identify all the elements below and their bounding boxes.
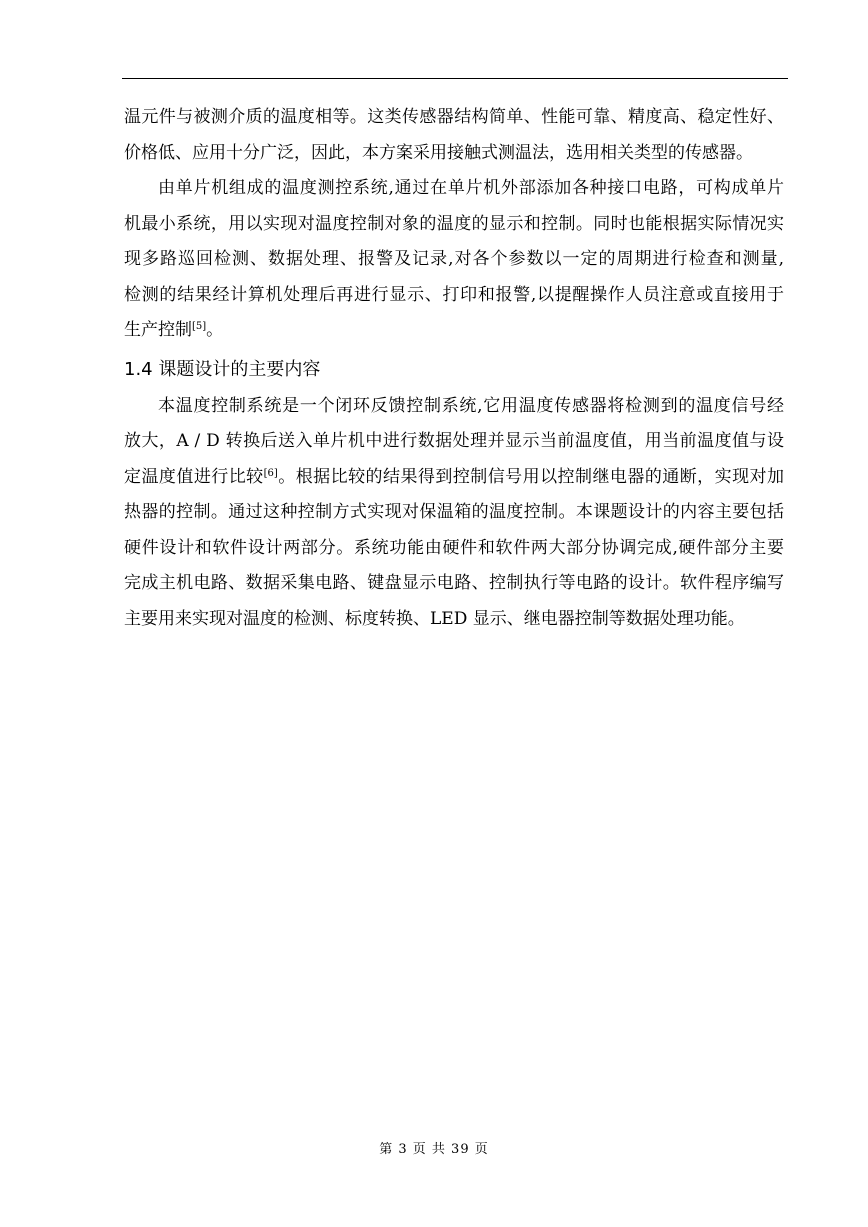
text-line: 本温度控制系统是一个闭环反馈控制系统,它用温度传感器将检测到的温度信号经 xyxy=(158,395,784,416)
text-line: 现多路巡回检测、数据处理、报警及记录,对各个参数以一定的周期进行检查和测量, xyxy=(124,249,784,269)
text-segment: 。根据比较的结果得到控制信号用以控制继电器的通断，实现对加 xyxy=(277,466,785,487)
text-segment: 定温度值进行比较 xyxy=(124,466,264,487)
text-line: 硬件设计和软件设计两部分。系统功能由硬件和软件两大部分协调完成,硬件部分主要 xyxy=(124,537,784,558)
text-line: 检测的结果经计算机处理后再进行显示、打印和报警,以提醒操作人员注意或直接用于 xyxy=(124,284,784,305)
text-line xyxy=(124,313,784,349)
text-line xyxy=(124,460,784,496)
text-line: 放大，A / D 转换后送入单片机中进行数据处理并显示当前温度值，用当前温度值与设 xyxy=(124,431,784,451)
header-rule xyxy=(122,78,788,79)
text-line: 热器的控制。通过这种控制方式实现对保温箱的温度控制。本课题设计的内容主要包括 xyxy=(124,502,784,522)
text-line: 完成主机电路、数据采集电路、键盘显示电路、控制执行等电路的设计。软件程序编写 xyxy=(124,573,784,593)
text-segment: 。 xyxy=(206,320,224,340)
text-segment: 生产控制 xyxy=(124,320,192,340)
citation-ref: [5] xyxy=(192,321,207,332)
paragraph-3 xyxy=(124,389,784,638)
text-line: 由单片机组成的温度测控系统,通过在单片机外部添加各种接口电路，可构成单片 xyxy=(158,178,784,198)
text-line: 机最小系统，用以实现对温度控制对象的温度的显示和控制。同时也能根据实际情况实 xyxy=(124,213,784,234)
section-heading: 1.4 课题设计的主要内容 xyxy=(124,358,321,380)
text-line: 温元件与被测介质的温度相等。这类传感器结构简单、性能可靠、精度高、稳定性好、 xyxy=(124,107,784,127)
citation-ref: [6] xyxy=(263,467,278,479)
text-line: 价格低、应用十分广泛，因此，本方案采用接触式测温法，选用相关类型的传感器。 xyxy=(124,142,753,163)
page-number: 第 3 页 共 39 页 xyxy=(379,1142,489,1157)
paragraph-1 xyxy=(124,100,784,171)
document-body xyxy=(124,100,784,637)
text-line: 主要用来实现对温度的检测、标度转换、LED 显示、继电器控制等数据处理功能。 xyxy=(124,608,745,629)
paragraph-2 xyxy=(124,171,784,349)
